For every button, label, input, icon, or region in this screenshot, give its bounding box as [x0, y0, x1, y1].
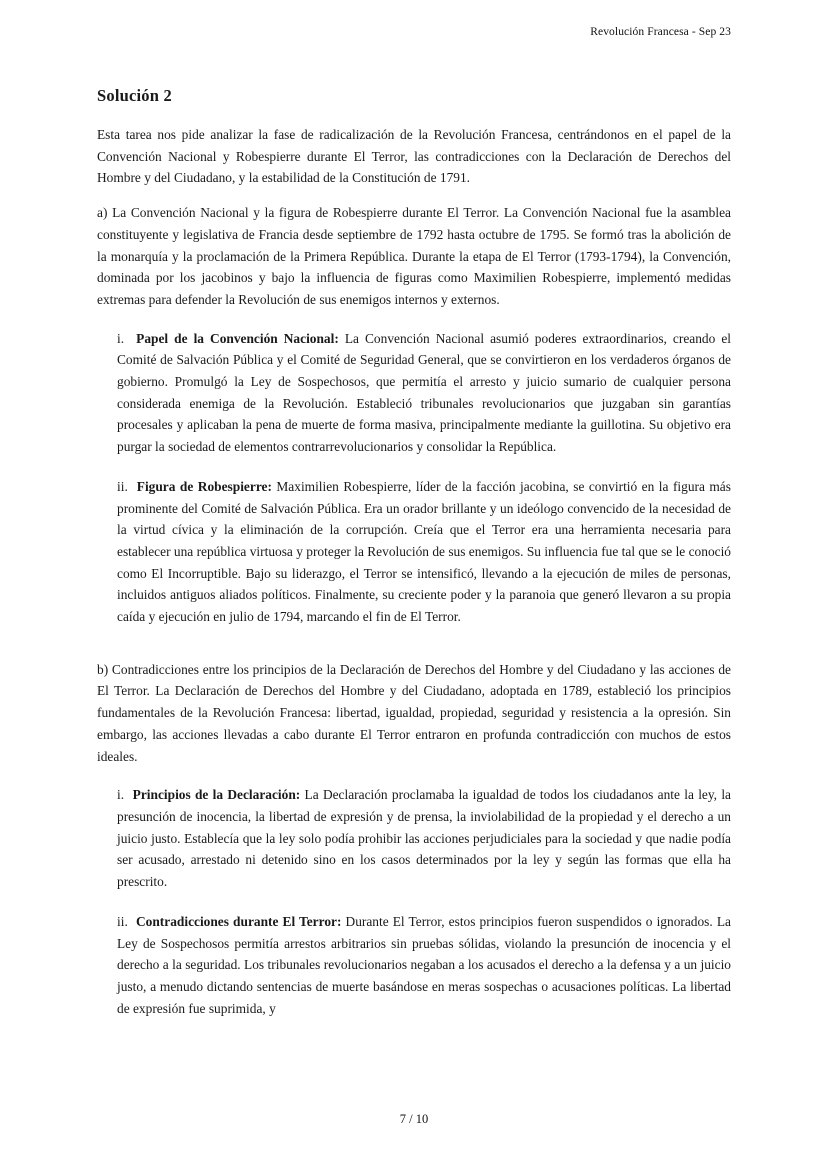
- block-spacer: [97, 646, 731, 659]
- page-title: Solución 2: [97, 86, 172, 105]
- list-item-numeral: ii.: [117, 913, 128, 929]
- list-item-text: Durante El Terror, estos principios fueron suspendidos o ignorados. La Ley de Sospechosos permitía arrestos arbitrarios sin pruebas sólidas, violando la presunción de inocencia y el derecho a la seguridad. Los tribunales revolucionarios negaban a los acusados el derecho a la defensa y a un juicio justo, a menudo dictando sentencias de muerte basándose en meras sospechas o acusaciones políticas. La libertad de expresión fue suprimida, y: [117, 913, 731, 1016]
- list-item-text: La Declaración proclamaba la igualdad de todos los ciudadanos ante la ley, la presunción de inocencia, la libertad de expresión y de prensa, la inviolabilidad de la propiedad y el derecho a un juicio justo. Establecía que la ley solo podía prohibir las acciones perjudiciales para la sociedad y que nadie podía ser acusado, arrestado ni detenido sino en los casos determinados por la ley y según las formas que ella ha prescrito.: [117, 787, 731, 890]
- list-item-lead: Papel de la Convención Nacional:: [136, 330, 339, 346]
- list-item-numeral: i.: [117, 787, 125, 803]
- page-footer: 7 / 10: [399, 1112, 429, 1126]
- part-b-paragraph: b) Contradicciones entre los principios de la Declaración de Derechos del Hombre y del Ciudadano y las acciones de El Terror. La Declaración de Derechos del Hombre y del Ciudadano, adoptada en 1789, estableció los principios fundamentales de la Revolución Francesa: libertad, igualdad, propiedad, seguridad y resistencia a la opresión. Sin embargo, las acciones llevadas a cabo durante El Terror entraron en profunda contradicción con muchos de estos ideales.: [97, 661, 731, 764]
- list-item-text: La Convención Nacional asumió poderes extraordinarios, creando el Comité de Salvación Pública y el Comité de Seguridad General, que se convirtieron en los verdaderos órganos de gobierno. Promulgó la Ley de Sospechosos, que permitía el arresto y juicio sumario de cualquier persona considerada enemiga de la Revolución. Estableció tribunales revolucionarios que juzgaban sin garantías procesales y aplicaban la pena de muerte de forma masiva, principalmente mediante la guillotina. Su objetivo era purgar la sociedad de elementos contrarrevolucionarios y consolidar la República.: [117, 330, 731, 455]
- list-item: [117, 328, 731, 458]
- list-item-lead: Figura de Robespierre:: [136, 478, 272, 494]
- list-item-numeral: ii.: [117, 478, 128, 494]
- part-a-paragraph: a) La Convención Nacional y la figura de Robespierre durante El Terror. La Convención Nacional fue la asamblea constituyente y legislativa de Francia desde septiembre de 1792 hasta octubre de 1795. Se formó tras la abolición de la monarquía y la proclamación de la Primera República. Durante la etapa de El Terror (1793-1794), la Convención, dominada por los jacobinos y bajo la influencia de figuras como Maximilien Robespierre, implementó medidas extremas para defender la Revolución de sus enemigos internos y externos.: [97, 205, 731, 307]
- document-body: [97, 86, 731, 1037]
- list-item-text: Maximilien Robespierre, líder de la facción jacobina, se convirtió en la figura más prominente del Comité de Salvación Pública. Era un orador brillante y un ideólogo convencido de la necesidad de la virtud cívica y la eliminación de la corrupción. Creía que el Terror era una herramienta necesaria para establecer una república virtuosa y proteger la Revolución de sus enemigos. Su influencia fue tal que se le conoció como El Incorruptible. Bajo su liderazgo, el Terror se intensificó, llevando a la ejecución de miles de personas, incluidos antiguos aliados políticos. Finalmente, su creciente poder y la paranoia que generó llevaron a su propia caída y ejecución en julio de 1794, marcando el fin de El Terror.: [117, 478, 731, 625]
- list-item-lead: Principios de la Declaración:: [132, 787, 301, 803]
- part-a-list: [97, 328, 731, 628]
- list-item-numeral: i.: [117, 330, 125, 346]
- list-item: [117, 784, 731, 893]
- intro-paragraph: Esta tarea nos pide analizar la fase de radicalización de la Revolución Francesa, centrándonos en el papel de la Convención Nacional y Robespierre durante El Terror, las contradicciones con la Declaración de Derechos del Hombre y del Ciudadano, y la estabilidad de la Constitución de 1791.: [97, 127, 731, 186]
- list-item: [117, 911, 731, 1020]
- running-header: Revolución Francesa - Sep 23: [590, 26, 731, 38]
- list-item-lead: Contradicciones durante El Terror:: [135, 913, 342, 929]
- part-b-list: [97, 784, 731, 1019]
- list-item: [117, 476, 731, 628]
